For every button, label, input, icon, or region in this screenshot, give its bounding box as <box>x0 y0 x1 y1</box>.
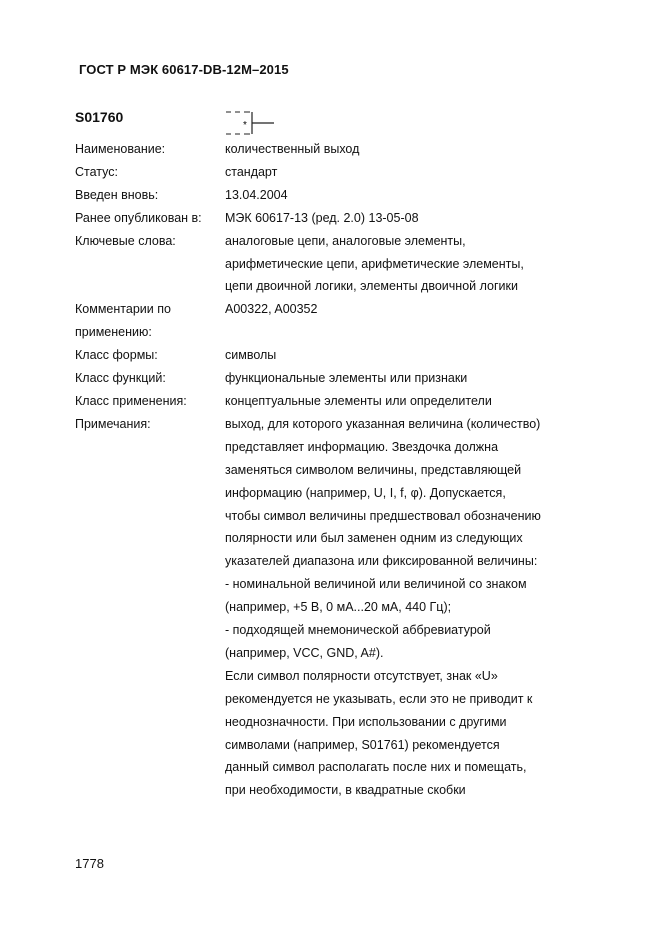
field-name <box>75 138 635 161</box>
notes-line: данный символ располагать после них и помещать, <box>225 760 527 775</box>
notes-line: чтобы символ величины предшествовал обозначению <box>225 508 541 523</box>
field-introduced-value: 13.04.2004 <box>225 187 288 202</box>
field-published-value: МЭК 60617-13 (ред. 2.0) 13-05-08 <box>225 210 419 225</box>
field-application-class <box>75 390 635 413</box>
field-published-label: Ранее опубликован в: <box>75 210 202 225</box>
field-introduced-label: Введен вновь: <box>75 187 159 202</box>
field-application-class-label: Класс применения: <box>75 393 187 408</box>
field-notes <box>75 413 635 802</box>
field-name-value: количественный выход <box>225 142 360 156</box>
notes-line: (например, VCC, GND, A#). <box>225 645 384 660</box>
keywords-line: арифметические цепи, арифметические элементы, <box>225 256 524 271</box>
field-keywords-value <box>225 230 635 299</box>
notes-line: представляет информацию. Звездочка должна <box>225 439 499 454</box>
field-notes-label: Примечания: <box>75 416 151 431</box>
application-comments-label-line: Комментарии по <box>75 302 171 317</box>
field-keywords <box>75 230 635 299</box>
field-application-comments <box>75 298 635 344</box>
notes-line: - подходящей мнемонической аббревиатурой <box>225 623 491 638</box>
notes-line: указателей диапазона или фиксированной величины: <box>225 554 538 569</box>
notes-line: (например, +5 В, 0 мА...20 мА, 440 Гц); <box>225 600 452 615</box>
field-form-class <box>75 344 635 367</box>
field-application-comments-value: A00322, A00352 <box>225 302 318 317</box>
keywords-line: аналоговые цепи, аналоговые элементы, <box>225 233 466 248</box>
field-application-class-value: концептуальные элементы или определители <box>225 393 492 408</box>
keywords-line: цепи двоичной логики, элементы двоичной логики <box>225 279 518 294</box>
page-number: 1778 <box>75 856 104 871</box>
field-notes-value <box>225 413 635 802</box>
quantity-output-symbol-icon <box>222 108 282 140</box>
field-application-comments-label <box>75 298 225 344</box>
field-keywords-label: Ключевые слова: <box>75 233 176 248</box>
notes-line: рекомендуется не указывать, если это не приводит к <box>225 691 533 706</box>
field-form-class-value: символы <box>225 348 277 363</box>
symbol-star: * <box>243 120 247 131</box>
application-comments-label-line: применению: <box>75 325 152 340</box>
notes-line: Если символ полярности отсутствует, знак «U» <box>225 668 498 683</box>
field-function-class-label: Класс функций: <box>75 371 166 386</box>
field-form-class-label: Класс формы: <box>75 348 158 363</box>
field-function-class-value: функциональные элементы или признаки <box>225 371 468 386</box>
document-header: ГОСТ Р МЭК 60617-DB-12M–2015 <box>79 62 289 77</box>
symbol-code: S01760 <box>75 109 124 125</box>
field-published <box>75 207 635 230</box>
field-introduced <box>75 184 635 207</box>
notes-line: при необходимости, в квадратные скобки <box>225 783 466 798</box>
notes-line: - номинальной величиной или величиной со знаком <box>225 577 527 592</box>
notes-line: полярности или был заменен одним из следующих <box>225 531 523 546</box>
field-status <box>75 161 635 184</box>
field-status-label: Статус: <box>75 164 118 179</box>
field-status-value: стандарт <box>225 164 278 179</box>
field-function-class <box>75 367 635 390</box>
notes-line: заменяться символом величины, представляющей <box>225 462 522 477</box>
notes-line: выход, для которого указанная величина (количество) <box>225 416 541 431</box>
notes-line: символами (например, S01761) рекомендуется <box>225 737 500 752</box>
symbol-fields <box>75 138 635 802</box>
field-name-label: Наименование: <box>75 142 166 156</box>
notes-line: информацию (например, U, I, f, φ). Допускается, <box>225 485 506 500</box>
notes-line: неоднозначности. При использовании с другими <box>225 714 507 729</box>
